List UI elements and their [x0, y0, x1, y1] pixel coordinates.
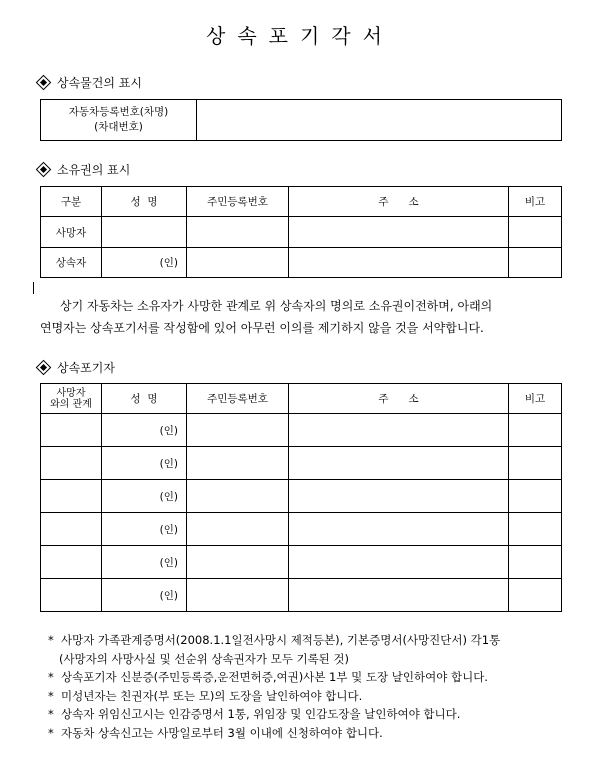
- vehicle-number-label-line2: (차대번호): [94, 121, 143, 133]
- diamond-bullet-icon: [36, 360, 52, 376]
- relationship-field[interactable]: [41, 447, 102, 480]
- pledge-line-2: 연명자는 상속포기서를 작성함에 있어 아무런 이의를 제기하지 않을 것을 서약합니다.: [40, 321, 484, 335]
- row-label-deceased: 사망자: [41, 217, 102, 248]
- relationship-field[interactable]: [41, 513, 102, 546]
- note-item: * 상속자 위임신고시는 인감증명서 1통, 위임장 및 인감도장을 날인하여야 합니다.: [48, 707, 461, 721]
- note-item: * 자동차 상속신고는 사망일로부터 3월 이내에 신청하여야 합니다.: [48, 725, 383, 740]
- note-item: * 상속포기자 신분증(주민등록증,운전면허증,여권)사본 1부 및 도장 날인하여야 합니다.: [48, 670, 488, 684]
- remarks-field[interactable]: [509, 414, 562, 447]
- resident-number-field[interactable]: [187, 447, 289, 480]
- resident-number-field[interactable]: [187, 414, 289, 447]
- vehicle-number-label-line1: 자동차등록번호(차명): [68, 106, 169, 118]
- remarks-field[interactable]: [509, 447, 562, 480]
- deceased-remarks-field[interactable]: [509, 217, 562, 248]
- name-seal-field[interactable]: (인): [102, 546, 187, 579]
- resident-number-field[interactable]: [187, 546, 289, 579]
- header-relationship-line1: 사망자: [56, 387, 86, 399]
- header-resident-number: 주민등록번호: [187, 187, 289, 217]
- remarks-field[interactable]: [509, 513, 562, 546]
- table-row: [41, 414, 562, 447]
- note-item: * 사망자 가족관계증명서(2008.1.1일전사망시 제적등본), 기본증명서(사망진단서) 각1통: [48, 633, 501, 647]
- header-remarks: 비고: [509, 187, 562, 217]
- deceased-name-field[interactable]: [102, 217, 187, 248]
- property-table: [40, 99, 562, 141]
- header-resident-number: 주민등록번호: [187, 384, 289, 414]
- remarks-field[interactable]: [509, 546, 562, 579]
- address-field[interactable]: [289, 513, 509, 546]
- section-heading-property: [38, 74, 142, 91]
- name-seal-field[interactable]: (인): [102, 480, 187, 513]
- vehicle-number-field[interactable]: [197, 100, 562, 141]
- renouncers-table: [40, 383, 562, 612]
- name-seal-field[interactable]: (인): [102, 414, 187, 447]
- address-field[interactable]: [289, 447, 509, 480]
- relationship-field[interactable]: [41, 480, 102, 513]
- section-heading-label: 상속포기자: [57, 361, 115, 375]
- heir-address-field[interactable]: [289, 248, 509, 278]
- notes-list: [48, 631, 578, 742]
- note-item: * 미성년자는 친권자(부 또는 모)의 도장을 날인하여야 합니다.: [48, 688, 363, 703]
- table-row: [41, 546, 562, 579]
- pledge-line-1: 상기 자동차는 소유자가 사망한 관계로 위 상속자의 명의로 소유권이전하며, 아래의: [60, 299, 493, 313]
- address-field[interactable]: [289, 579, 509, 612]
- resident-number-field[interactable]: [187, 513, 289, 546]
- row-label-heir: 상속자: [41, 248, 102, 278]
- resident-number-field[interactable]: [187, 579, 289, 612]
- remarks-field[interactable]: [509, 579, 562, 612]
- diamond-bullet-icon: [36, 162, 52, 178]
- section-heading-label: 소유권의 표시: [57, 163, 131, 177]
- diamond-bullet-icon: [36, 75, 52, 91]
- address-field[interactable]: [289, 480, 509, 513]
- table-row: [41, 513, 562, 546]
- pledge-paragraph: [40, 295, 560, 339]
- remarks-field[interactable]: [509, 480, 562, 513]
- resident-number-field[interactable]: [187, 480, 289, 513]
- note-item: (사망자의 사망사실 및 선순위 상속권자가 모두 기록된 것): [48, 651, 350, 666]
- section-heading-ownership: [38, 161, 130, 178]
- name-seal-field[interactable]: (인): [102, 513, 187, 546]
- header-name: 성 명: [102, 384, 187, 414]
- header-relationship-line2: 와의 관계: [50, 398, 92, 410]
- ownership-table: [40, 186, 562, 278]
- document-title: 상속포기각서: [206, 24, 394, 48]
- heir-resident-number-field[interactable]: [187, 248, 289, 278]
- relationship-field[interactable]: [41, 414, 102, 447]
- relationship-field[interactable]: [41, 579, 102, 612]
- header-relationship: [41, 384, 102, 414]
- header-category: 구분: [41, 187, 102, 217]
- address-field[interactable]: [289, 414, 509, 447]
- header-remarks: 비고: [509, 384, 562, 414]
- header-address: 주 소: [289, 384, 509, 414]
- table-row: [41, 480, 562, 513]
- table-row: [41, 579, 562, 612]
- header-name: 성 명: [102, 187, 187, 217]
- deceased-resident-number-field[interactable]: [187, 217, 289, 248]
- name-seal-field[interactable]: (인): [102, 447, 187, 480]
- name-seal-field[interactable]: (인): [102, 579, 187, 612]
- heir-remarks-field[interactable]: [509, 248, 562, 278]
- deceased-address-field[interactable]: [289, 217, 509, 248]
- section-heading-label: 상속물건의 표시: [57, 76, 142, 90]
- text-cursor: [33, 282, 34, 294]
- table-row: [41, 447, 562, 480]
- section-heading-renouncers: [38, 359, 115, 376]
- vehicle-number-label: [41, 100, 197, 141]
- heir-name-seal-field[interactable]: (인): [102, 248, 187, 278]
- address-field[interactable]: [289, 546, 509, 579]
- relationship-field[interactable]: [41, 546, 102, 579]
- header-address: 주 소: [289, 187, 509, 217]
